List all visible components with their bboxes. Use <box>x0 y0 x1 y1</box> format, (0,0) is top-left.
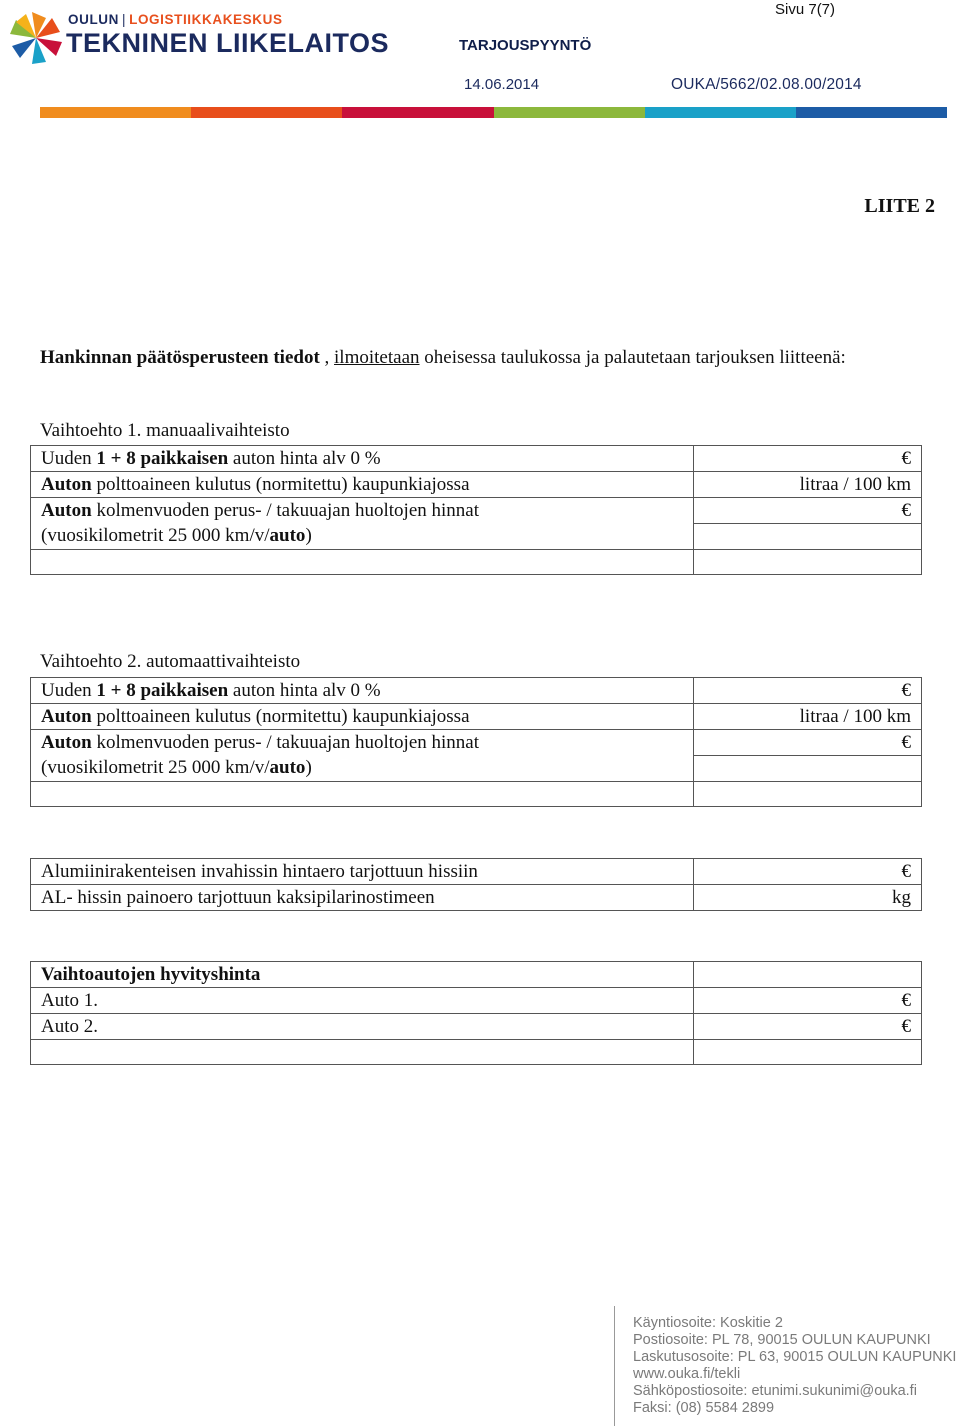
empty-cell[interactable] <box>31 550 694 575</box>
tradein-price-field[interactable]: € <box>694 988 922 1014</box>
maintenance-field[interactable] <box>694 730 922 782</box>
pinwheel-logo-icon <box>6 8 66 68</box>
color-bar-segment <box>342 107 493 118</box>
intro-text <box>40 345 920 370</box>
option1-title: Vaihtoehto 1. manuaalivaihteisto <box>40 420 290 441</box>
consumption-field[interactable]: litraa / 100 km <box>694 472 922 498</box>
row-label: Auton kolmenvuoden perus- / takuuajan huoltojen hinnat (vuosikilometrit 25 000 km/v/auto) <box>31 730 694 782</box>
intro-sep: , <box>319 347 335 368</box>
option2-title: Vaihtoehto 2. automaattivaihteisto <box>40 651 301 672</box>
color-bar-segment <box>796 107 947 118</box>
table-row <box>31 498 922 550</box>
color-bar-segment <box>40 107 191 118</box>
empty-cell[interactable] <box>694 782 922 807</box>
footer-postal-address: Postiosoite: PL 78, 90015 OULUN KAUPUNKI <box>633 1332 931 1348</box>
color-bar-segment <box>645 107 796 118</box>
maintenance-field[interactable] <box>694 498 922 550</box>
empty-cell[interactable] <box>694 550 922 575</box>
tradein-table <box>30 961 922 1065</box>
row-label: Auton polttoaineen kulutus (normitettu) kaupunkiajossa <box>31 472 694 498</box>
row-label: Auto 2. <box>31 1014 694 1040</box>
table-row <box>31 782 922 807</box>
attachment-label: LIITE 2 <box>864 195 935 217</box>
document-date: 14.06.2014 <box>464 76 540 93</box>
maintenance-unit: € <box>694 498 921 524</box>
table-row <box>31 1014 922 1040</box>
color-bar-segment <box>494 107 645 118</box>
table-row <box>31 678 922 704</box>
header-color-bar <box>40 107 947 118</box>
empty-cell[interactable] <box>31 1040 694 1065</box>
table-row <box>31 704 922 730</box>
footer-billing-address: Laskutusosoite: PL 63, 90015 OULUN KAUPUNKI <box>633 1349 957 1365</box>
footer-divider <box>614 1306 615 1426</box>
empty-cell[interactable] <box>31 782 694 807</box>
row-label: AL- hissin painoero tarjottuun kaksipilarinostimeen <box>31 885 694 911</box>
consumption-field[interactable]: litraa / 100 km <box>694 704 922 730</box>
option1-table <box>30 445 922 575</box>
price-field[interactable]: € <box>694 678 922 704</box>
option2-table <box>30 677 922 807</box>
page-number: Sivu 7(7) <box>775 1 836 18</box>
row-label: Uuden 1 + 8 paikkaisen auton hinta alv 0 % <box>31 678 694 704</box>
org-sub-city: OULUN <box>68 12 119 27</box>
price-difference-field[interactable]: € <box>694 859 922 885</box>
color-bar-segment <box>191 107 342 118</box>
org-subtitle: OULUN | LOGISTIIKKAKESKUS <box>68 12 283 27</box>
table-row <box>31 446 922 472</box>
row-label: Auton kolmenvuoden perus- / takuuajan huoltojen hinnat (vuosikilometrit 25 000 km/v/auto) <box>31 498 694 550</box>
row-label: Uuden 1 + 8 paikkaisen auton hinta alv 0 % <box>31 446 694 472</box>
price-field[interactable]: € <box>694 446 922 472</box>
intro-rest: oheisessa taulukossa ja palautetaan tarjouksen liitteenä: <box>419 347 846 368</box>
maintenance-unit: € <box>694 730 921 756</box>
table-row <box>31 962 922 988</box>
footer-email-link[interactable]: Sähköpostiosoite: etunimi.sukunimi@ouka.fi <box>633 1383 917 1399</box>
document-type: TARJOUSPYYNTÖ <box>459 37 592 54</box>
row-label: Alumiinirakenteisen invahissin hintaero tarjottuun hissiin <box>31 859 694 885</box>
table-row <box>31 550 922 575</box>
table-row <box>31 1040 922 1065</box>
org-sub-unit: LOGISTIIKKAKESKUS <box>129 12 283 27</box>
table-row <box>31 472 922 498</box>
table-row <box>31 988 922 1014</box>
intro-bold: Hankinnan päätösperusteen tiedot <box>40 347 320 368</box>
table-row <box>31 730 922 782</box>
footer-visit-address: Käyntiosoite: Koskitie 2 <box>633 1315 783 1331</box>
row-label: Auto 1. <box>31 988 694 1014</box>
row-label: Auton polttoaineen kulutus (normitettu) kaupunkiajossa <box>31 704 694 730</box>
tradein-title: Vaihtoautojen hyvityshinta <box>31 962 694 988</box>
footer-website-link[interactable]: www.ouka.fi/tekli <box>633 1366 741 1382</box>
table-row <box>31 885 922 911</box>
footer-contact <box>633 1315 956 1417</box>
weight-difference-field[interactable]: kg <box>694 885 922 911</box>
footer-fax: Faksi: (08) 5584 2899 <box>633 1400 775 1416</box>
org-name: TEKNINEN LIIKELAITOS <box>66 28 390 58</box>
document-reference: OUKA/5662/02.08.00/2014 <box>671 76 862 93</box>
table-row <box>31 859 922 885</box>
empty-cell[interactable] <box>694 962 922 988</box>
empty-cell[interactable] <box>694 1040 922 1065</box>
lift-table <box>30 858 922 911</box>
tradein-price-field[interactable]: € <box>694 1014 922 1040</box>
intro-underlined: ilmoitetaan <box>334 347 420 368</box>
